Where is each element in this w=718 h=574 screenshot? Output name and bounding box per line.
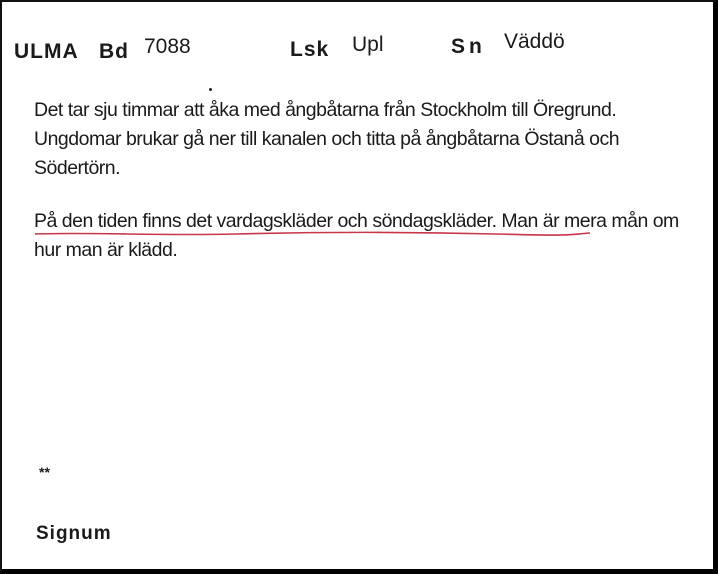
sn-label: Sn [451, 35, 486, 58]
stars-mark: ** [39, 464, 50, 480]
lsk-value: Upl [352, 33, 384, 56]
sn-value: Väddö [504, 30, 565, 53]
archive-label: ULMA [14, 40, 79, 63]
paragraph-1: Det tar sju timmar att åka med ångbåtarna från Stockholm till Öregrund. Ungdomar brukar gå ner till kanalen och titta på ångbåtarna Östanå och Södertörn. [34, 99, 620, 179]
paragraph-2: På den tiden finns det vardagskläder och söndagskläder. Man är mera mån om hur man är klädd. [34, 210, 679, 261]
bd-label: Bd [99, 40, 129, 63]
bd-value: 7088 [144, 35, 191, 58]
lsk-label: Lsk [290, 38, 330, 61]
ink-dot [209, 88, 212, 91]
signum-label: Signum [36, 523, 112, 544]
